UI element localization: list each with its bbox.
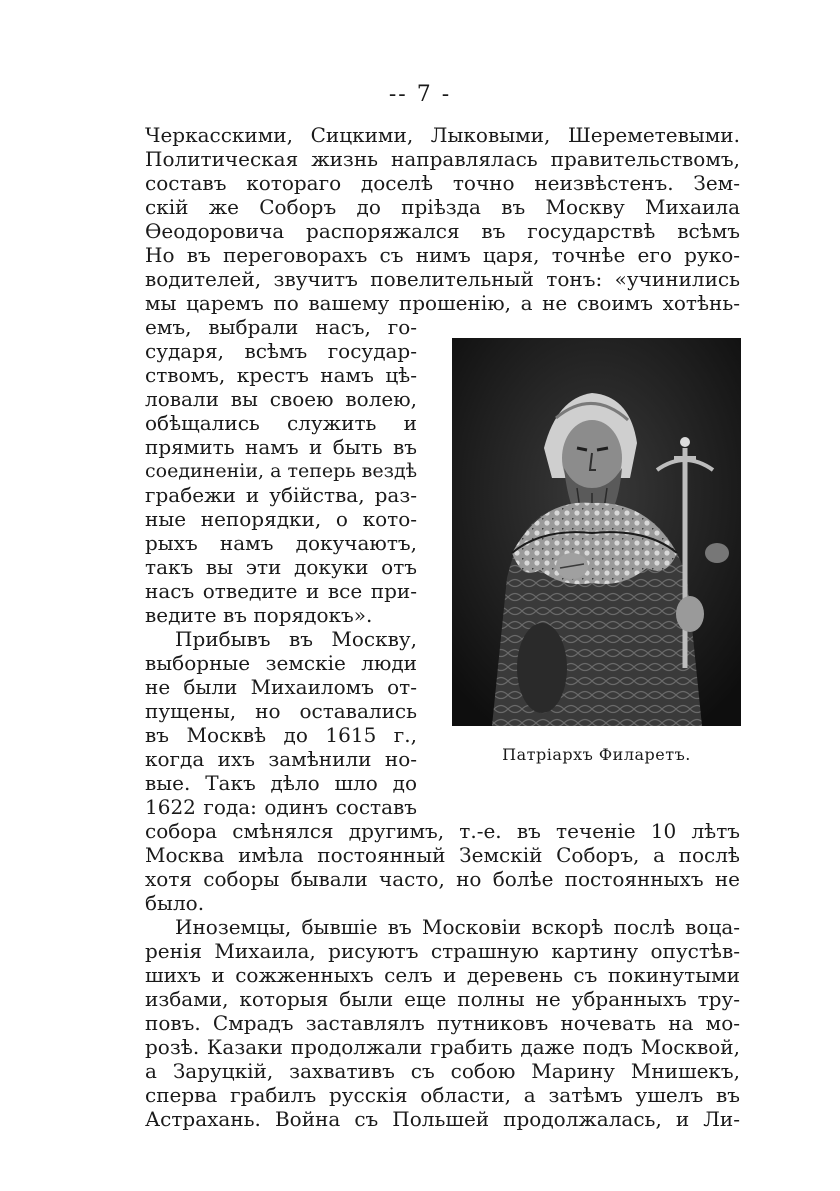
text-line: водителей, звучитъ повелительный тонъ: «учинились: [145, 267, 740, 291]
text-line: въ Москвѣ до 1615 г.,: [145, 723, 417, 747]
text-line: не были Михаиломъ от-: [145, 675, 417, 699]
figure-caption: Патріархъ Филаретъ.: [502, 745, 691, 764]
page-number: -- 7 -: [388, 82, 452, 107]
portrait-image: [452, 338, 741, 726]
text-line: 1622 года: одинъ составъ: [145, 795, 417, 819]
text-line: ловали вы своею волею,: [145, 387, 417, 411]
text-line: скій же Соборъ до пріѣзда въ Москву Михаила: [145, 195, 740, 219]
portrait-engraving: [452, 338, 741, 726]
text-line: Черкасскими, Сицкими, Лыковыми, Шереметевыми.: [145, 123, 740, 147]
text-line: рыхъ намъ докучаютъ,: [145, 531, 417, 555]
text-line: ренія Михаила, рисуютъ страшную картину опустѣв-: [145, 939, 740, 963]
text-line: составъ котораго доселѣ точно неизвѣстенъ. Зем-: [145, 171, 740, 195]
text-line: Астрахань. Война съ Польшей продолжалась, и Ли-: [145, 1107, 740, 1131]
text-line: хотя соборы бывали часто, но болѣе постоянныхъ не: [145, 867, 740, 891]
text-line: сударя, всѣмъ государ-: [145, 339, 417, 363]
text-line: выборные земскіе люди: [145, 651, 417, 675]
text-line: такъ вы эти докуки отъ: [145, 555, 417, 579]
text-line: вые. Такъ дѣло шло до: [145, 771, 417, 795]
text-line: избами, которыя были еще полны не убранныхъ тру-: [145, 987, 740, 1011]
text-line: Но въ переговорахъ съ нимъ царя, точнѣе его руко-: [145, 243, 740, 267]
text-line: когда ихъ замѣнили но-: [145, 747, 417, 771]
text-line: а Заруцкій, захвативъ съ собою Марину Мнишекъ,: [145, 1059, 740, 1083]
text-line: Москва имѣла постоянный Земскій Соборъ, а послѣ: [145, 843, 740, 867]
text-line: соединеніи, а теперь вездѣ: [145, 460, 418, 482]
text-line: было.: [145, 891, 205, 915]
text-line: прямить намъ и быть въ: [145, 435, 417, 459]
text-line: емъ, выбрали насъ, го-: [145, 315, 417, 339]
text-line: ствомъ, крестъ намъ цѣ-: [145, 363, 417, 387]
text-line: мы царемъ по вашему прошенію, а не своимъ хотѣнь-: [145, 291, 740, 315]
text-line: шихъ и сожженныхъ селъ и деревень съ покинутыми: [145, 963, 740, 987]
text-line: розѣ. Казаки продолжали грабить даже подъ Москвой,: [145, 1035, 740, 1059]
text-line: повъ. Смрадъ заставлялъ путниковъ ночевать на мо-: [145, 1011, 740, 1035]
text-line: ные непорядки, о кото-: [145, 507, 417, 531]
text-line: Прибывъ въ Москву,: [175, 627, 417, 651]
text-line: ведите въ порядокъ».: [145, 603, 373, 627]
text-line: собора смѣнялся другимъ, т.-е. въ теченіе 10 лѣтъ: [145, 819, 740, 843]
text-line: сперва грабилъ русскія области, а затѣмъ ушелъ въ: [145, 1083, 740, 1107]
text-line: Ѳеодоровича распоряжался въ государствѣ всѣмъ: [145, 219, 740, 243]
text-line: насъ отведите и все при-: [145, 579, 417, 603]
text-line: обѣщались служить и: [145, 411, 417, 435]
text-line: Иноземцы, бывшіе въ Московіи вскорѣ послѣ воца-: [175, 915, 740, 939]
text-line: Политическая жизнь направлялась правительствомъ,: [145, 147, 740, 171]
text-line: грабежи и убійства, раз-: [145, 483, 417, 507]
text-line: пущены, но оставались: [145, 699, 417, 723]
